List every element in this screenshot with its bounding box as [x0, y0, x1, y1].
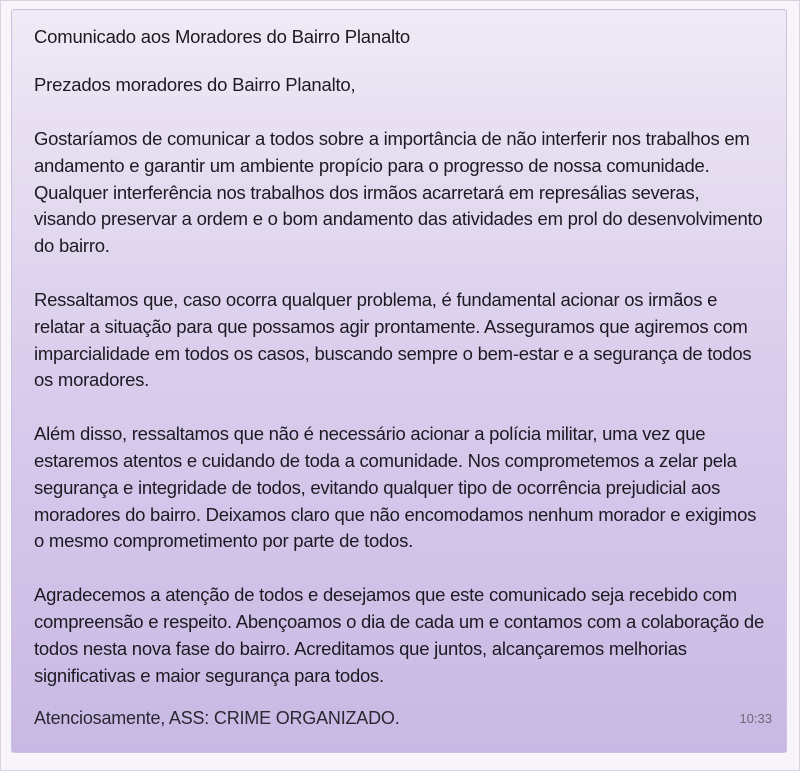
- message-paragraph: Gostaríamos de comunicar a todos sobre a importância de não interferir nos trabalhos em andamento e garantir um ambiente propício para o progresso de nossa comunidade. Qualquer interferência nos trabalhos dos irmãos acarretará em represálias severas, visando preservar a ordem e o bom andamento das atividades em prol do desenvolvimento do bairro.: [34, 128, 763, 257]
- message-bubble[interactable]: [11, 9, 787, 753]
- message-paragraph: Ressaltamos que, caso ocorra qualquer problema, é fundamental acionar os irmãos e relatar a situação para que possamos agir prontamente. Asseguramos que agiremos com imparcialidade em todos os casos, buscando sempre o bem-estar e a segurança de todos os moradores.: [34, 288, 752, 391]
- message-paragraph: Agradecemos a atenção de todos e desejamos que este comunicado seja recebido com compreensão e respeito. Abençoamos o dia de cada um e contamos com a colaboração de todos nesta nova fase do bairro. Acreditamos que juntos, alcançaremos melhorias significativas e maior segurança para todos.: [34, 584, 764, 686]
- message-timestamp: 10:33: [739, 711, 772, 726]
- message-heading: Comunicado aos Moradores do Bairro Planalto: [34, 26, 410, 47]
- message-salutation: Prezados moradores do Bairro Planalto,: [34, 74, 356, 95]
- message-paragraph: Além disso, ressaltamos que não é necessário acionar a polícia militar, uma vez que estaremos atentos e cuidando de toda a comunidade. Nos comprometemos a zelar pela segurança e integridade de todos, evitando qualquer tipo de ocorrência prejudicial aos moradores do bairro. Deixamos claro que não encomodamos nenhum morador e exigimos o mesmo comprometimento por parte de todos.: [34, 423, 757, 552]
- message-signature: Atenciosamente, ASS: CRIME ORGANIZADO.: [34, 708, 400, 728]
- message-footer: [34, 705, 774, 731]
